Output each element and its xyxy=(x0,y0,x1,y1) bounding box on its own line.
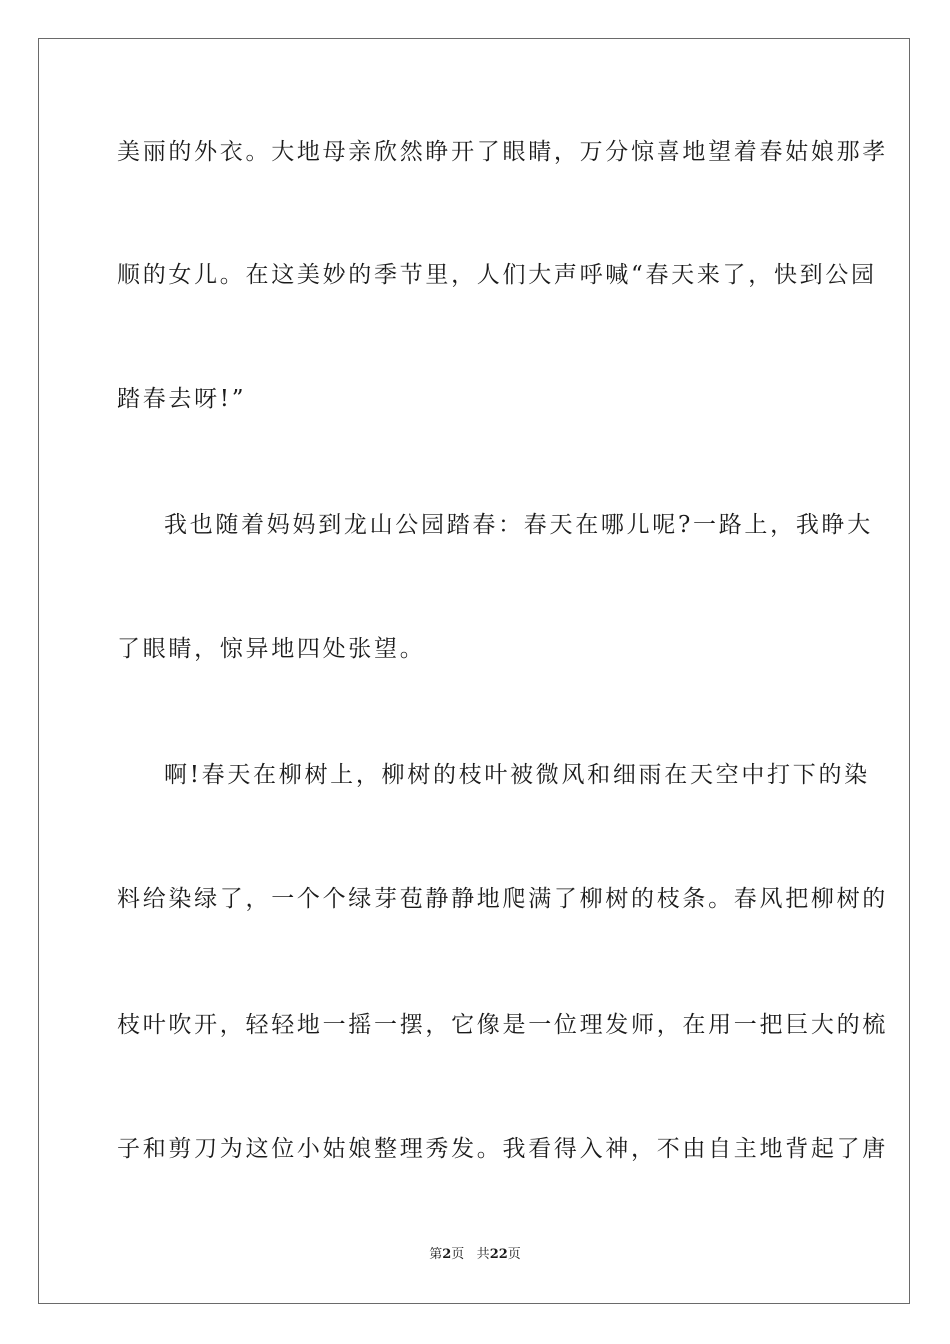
page-suffix: 页 xyxy=(451,1247,465,1262)
total-pages: 22 xyxy=(489,1247,508,1262)
total-prefix: 共 xyxy=(476,1247,490,1262)
text-line-8: 枝叶吹开，轻轻地一摇一摆，它像是一位理发师，在用一把巨大的梳 xyxy=(117,1012,888,1038)
page-border xyxy=(38,38,910,1304)
text-line-2: 顺的女儿。在这美妙的季节里，人们大声呼喊“春天来了，快到公园 xyxy=(117,262,877,288)
page-number: 2 xyxy=(442,1247,452,1262)
text-line-7: 料给染绿了，一个个绿芽苞静静地爬满了柳树的枝条。春风把柳树的 xyxy=(117,886,888,912)
text-line-4: 我也随着妈妈到龙山公园踏春：春天在哪儿呢?一路上，我睁大 xyxy=(164,512,873,538)
text-line-9: 子和剪刀为这位小姑娘整理秀发。我看得入神，不由自主地背起了唐 xyxy=(117,1136,888,1162)
text-line-1: 美丽的外衣。大地母亲欣然睁开了眼睛，万分惊喜地望着春姑娘那孝 xyxy=(117,139,888,165)
page-prefix: 第 xyxy=(429,1247,443,1262)
text-line-6: 啊!春天在柳树上，柳树的枝叶被微风和细雨在天空中打下的染 xyxy=(164,762,870,788)
text-line-3: 踏春去呀!” xyxy=(117,386,247,412)
text-line-5: 了眼睛，惊异地四处张望。 xyxy=(117,636,426,662)
total-suffix: 页 xyxy=(507,1247,521,1262)
page-footer xyxy=(0,1246,950,1264)
